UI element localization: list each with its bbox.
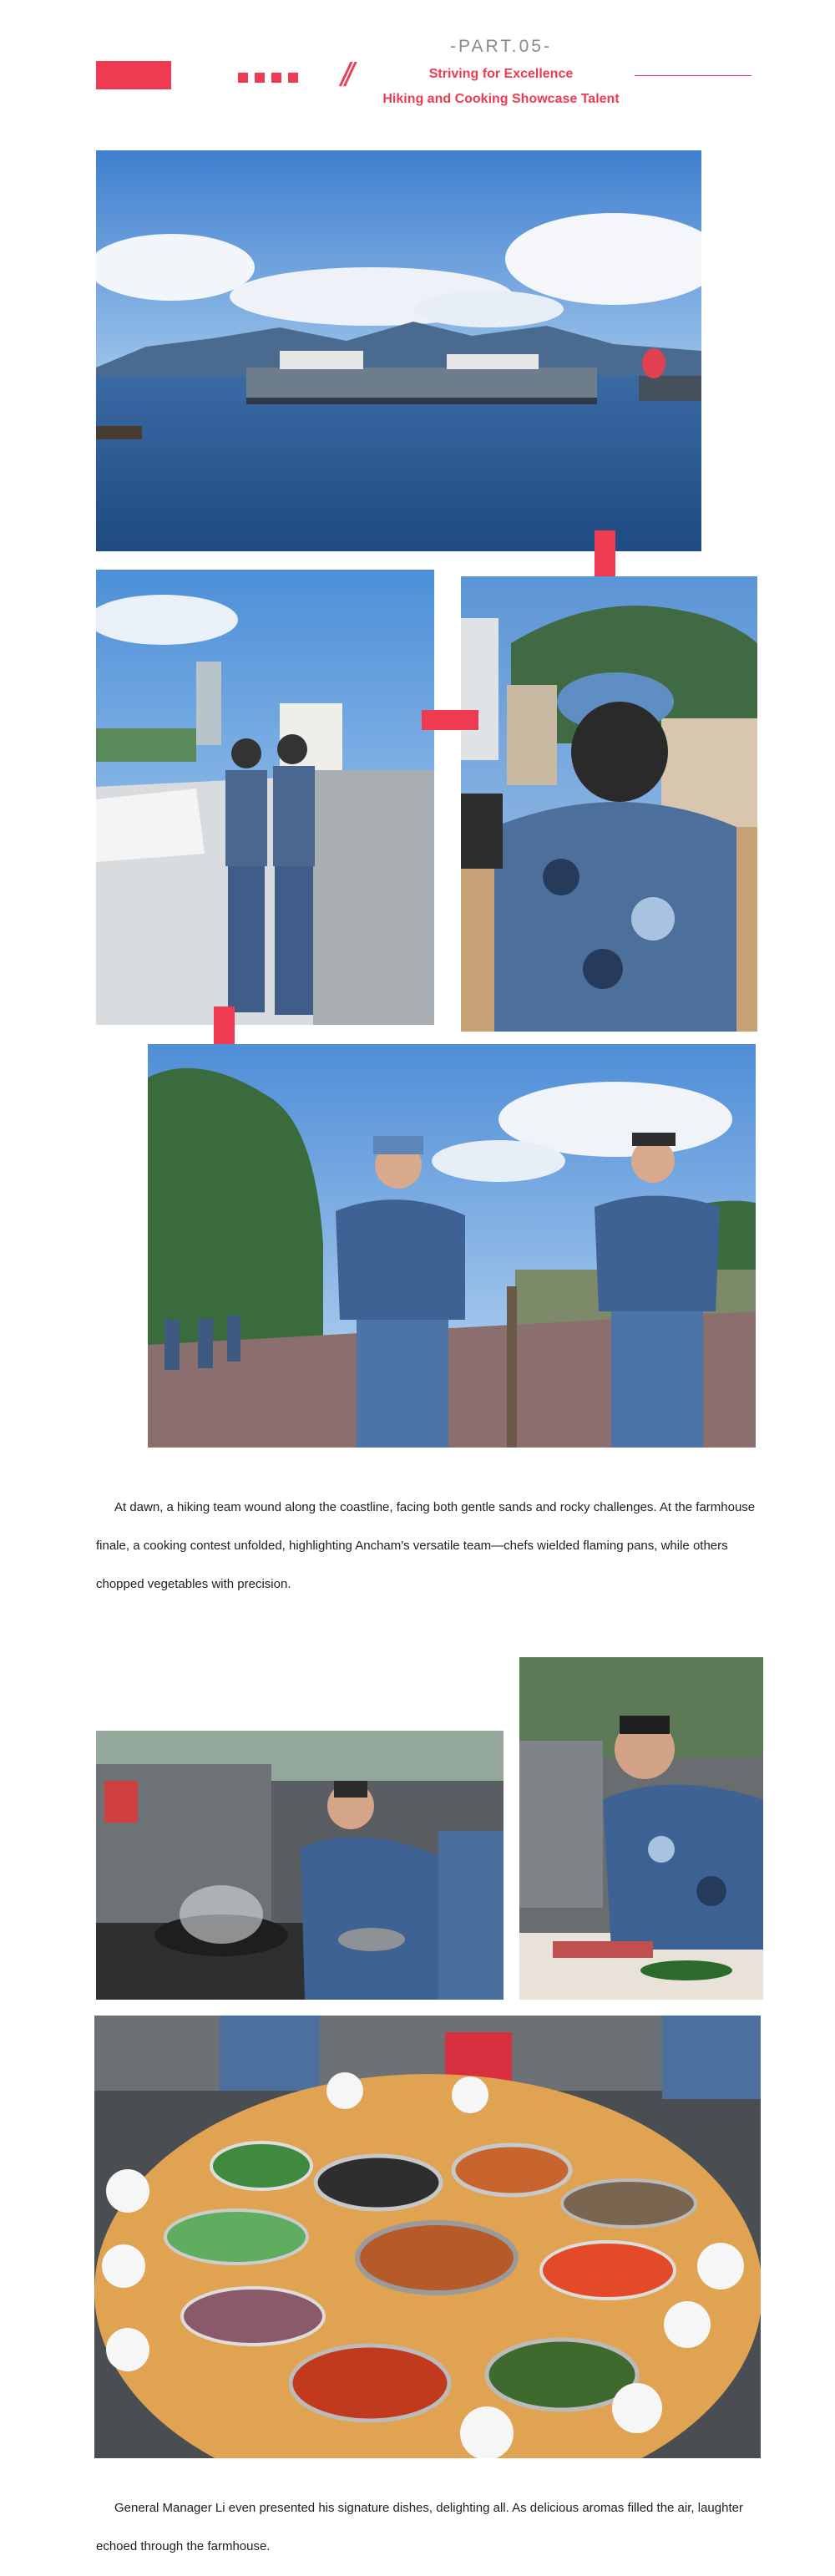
posing-team-photo bbox=[96, 570, 434, 1025]
masked-hiker-photo bbox=[461, 576, 757, 1032]
header-dot bbox=[255, 73, 265, 83]
header-accent-bar bbox=[96, 61, 171, 89]
running-hikers-photo bbox=[148, 1044, 756, 1448]
header-dot bbox=[271, 73, 281, 83]
decorative-tab bbox=[422, 710, 478, 730]
wok-cooking-photo bbox=[96, 1731, 504, 2000]
header-dot bbox=[238, 73, 248, 83]
header-rule bbox=[635, 75, 752, 76]
header-dot bbox=[288, 73, 298, 83]
body-paragraph: At dawn, a hiking team wound along the coastline, facing both gentle sands and rocky challenges. At the farmhouse finale, a cooking contest unfolded, highlighting Ancham's versatile team—chefs wielded flaming pans, while others chopped vegetables with precision. bbox=[96, 1500, 756, 1591]
part-label: -PART.05- bbox=[450, 37, 552, 56]
chopping-vegetables-photo bbox=[519, 1657, 763, 2000]
feast-table-photo bbox=[94, 2016, 761, 2458]
harbor-photo bbox=[96, 150, 701, 551]
header-slash-decoration: // bbox=[341, 57, 350, 94]
body-paragraph: General Manager Li even presented his signature dishes, delighting all. As delicious aromas filled the air, laughter echoed through the farmhouse. bbox=[96, 2501, 743, 2553]
section-subtitle: Hiking and Cooking Showcase Talent bbox=[382, 92, 620, 106]
decorative-tab bbox=[595, 530, 615, 582]
section-title: Striving for Excellence bbox=[428, 67, 574, 81]
